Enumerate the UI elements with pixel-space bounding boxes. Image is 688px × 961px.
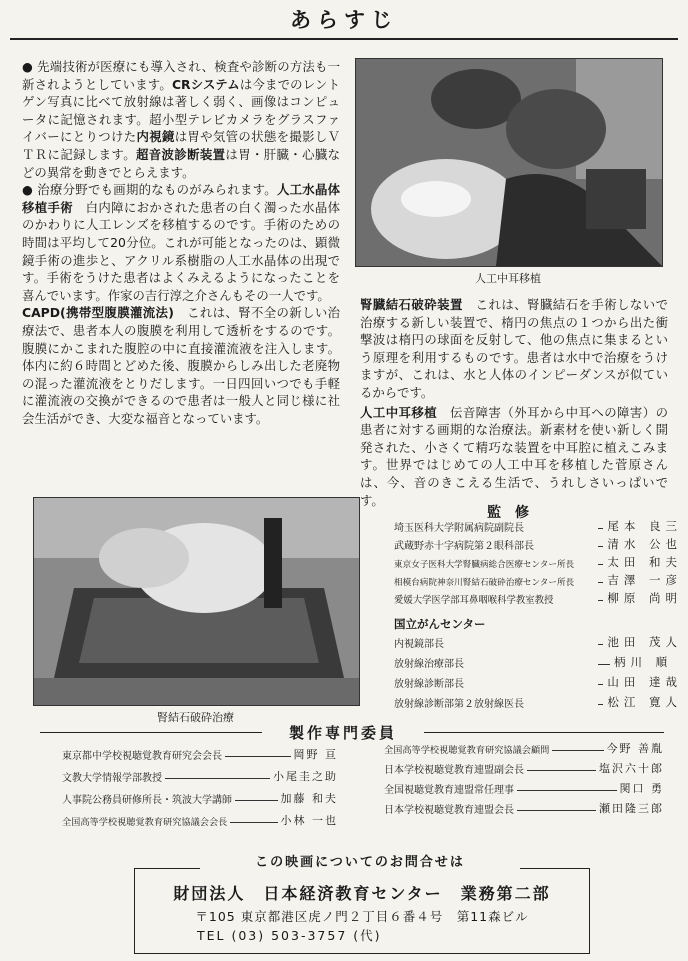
cancer-center-title: 国立がんセンター [394, 617, 486, 631]
committee-rule-left [40, 732, 262, 733]
committee-row: 日本学校視聴覚教育連盟会長 瀬田隆三郎 [384, 802, 664, 816]
committee-row: 全国視聴覚教育連盟常任理事 関口 勇 [384, 782, 664, 796]
contact-telephone: TEL (03) 503-3757 (代) [197, 928, 382, 943]
ear-implant-photo [355, 58, 663, 267]
supervisor-row: 放射線診断部長 山田 達哉 [394, 675, 682, 690]
committee-row: 文教大学情報学部教授 小尾圭之助 [62, 770, 338, 784]
paragraph-middle-ear: 人工中耳移植 伝音障害（外耳から中耳への障害）の患者に対する画期的な治療法。新素材を使い新しく開発された、小さくて精巧な装置を中耳腔に植えこみます。世界ではじめての人工中耳を移植した菅原さんは、今、音のきこえる生活で、うれしさいっぱいです。 [360, 404, 669, 508]
ear-implant-caption: 人工中耳移植 [475, 272, 541, 285]
page-title: あらすじ [290, 8, 398, 32]
kidney-stone-caption: 腎結石破砕治療 [157, 711, 234, 724]
kidney-stone-photo [33, 497, 360, 706]
committee-row: 人事院公務員研修所長・筑波大学講師 加藤 和夫 [62, 792, 338, 806]
paragraph-kidney-stone: 腎臓結石破砕装置 これは、腎臓結石を手術しないで治療する新しい装置で、楕円の焦点の１つから出た衝撃波は楕円の球面を反射して、他の焦点に集まるという原理を利用するものです。患者は水中で治療をうけますが、これは、水と人体のインピーダンスが似ているからです。 [360, 297, 669, 400]
title-rule [10, 38, 678, 40]
contact-organization: 財団法人 日本経済教育センター 業務第二部 [173, 884, 551, 903]
committee-row: 日本学校視聴覚教育連盟副会長 塩沢六十郎 [384, 762, 664, 776]
supervisor-row: 東京女子医科大学腎臓病総合医療センター所長 太田 和夫 [394, 555, 682, 570]
committee-right-list [384, 736, 664, 816]
paragraph-capd: CAPD(携帯型腹膜灌流法) これは、腎不全の新しい治療法で、患者本人の腹膜を利用して透析をするのです。腹膜にかこまれた腹腔の中に直接灌流液を注入します。体内に約６時間とどめた後、腹膜からしみ出した老廃物の混った灌流液をとりだします。一日四回いつでも手軽に灌流液の交換ができるので患者は一般人と同じ様に社会生活ができ、大変な福音となっています。 [22, 305, 341, 426]
committee-row: 全国高等学校視聴覚教育研究協議会顧問 今野 善胤 [384, 742, 664, 756]
supervisor-row: 相模台病院神奈川腎結石破砕治療センター所長 吉澤 一彦 [394, 573, 682, 588]
right-column [360, 296, 668, 509]
contact-box [134, 868, 590, 954]
supervisor-row: 愛媛大学医学部耳鼻咽喉科学教室教授 柳原 尚明 [394, 591, 682, 606]
paragraph-lens-implant: ● 治療分野でも画期的なものがみられます。人工水晶体移植手術 白内障におかされた患者の白く濁った水晶体のかわりに人工レンズを移植するのです。手術のための時間は平均して20分位。これが可能となったのは、顕微鏡手術の進歩と、アクリル系樹脂の人工水晶体の出現です。手術をうけた患者はよくみえるようになったことを喜んでいます。作家の吉行淳之介さんもその一人です。 [22, 182, 341, 303]
left-column [22, 58, 340, 427]
paragraph-cr-system: ● 先端技術が医療にも導入され、検査や診断の方法も一新されようとしています。CRシステムは今までのレントゲン写真に比べて放射線は著しく弱く、画像はコンピュータに記憶されます。超小型テレビカメラをグラスファイバーにとりつけた内視鏡は胃や気管の状態を撮影しＶＴＲに記録します。超音波診断装置は胃・肝臓・心臓などの異常を動きでとらえます。 [22, 59, 341, 180]
committee-rule-right [424, 732, 664, 733]
committee-title: 製作専門委員 [288, 724, 397, 742]
supervision-list [394, 516, 682, 710]
supervisor-row: 内視鏡部長 池田 茂人 [394, 635, 682, 650]
committee-row: 東京都中学校視聴覚教育研究会会長 岡野 亘 [62, 748, 338, 762]
committee-left-list [62, 740, 338, 828]
contact-address: 〒105 東京都港区虎ノ門２丁目６番４号 第11森ビル [195, 909, 529, 924]
supervisor-row: 埼玉医科大学附属病院副院長 尾本 良三 [394, 519, 682, 534]
committee-row: 全国高等学校視聴覚教育研究協議会会長 小林 一也 [62, 814, 338, 828]
supervisor-row: 放射線治療部長 柄川 順 [394, 655, 673, 670]
supervision-title: 監修 [487, 505, 543, 521]
supervisor-row: 武蔵野赤十字病院第２眼科部長 清水 公也 [394, 537, 682, 552]
supervisor-row: 放射線診断部第２放射線医長 松江 寛人 [394, 695, 682, 710]
inquiry-heading: この映画についてのお問合せは [200, 851, 520, 870]
